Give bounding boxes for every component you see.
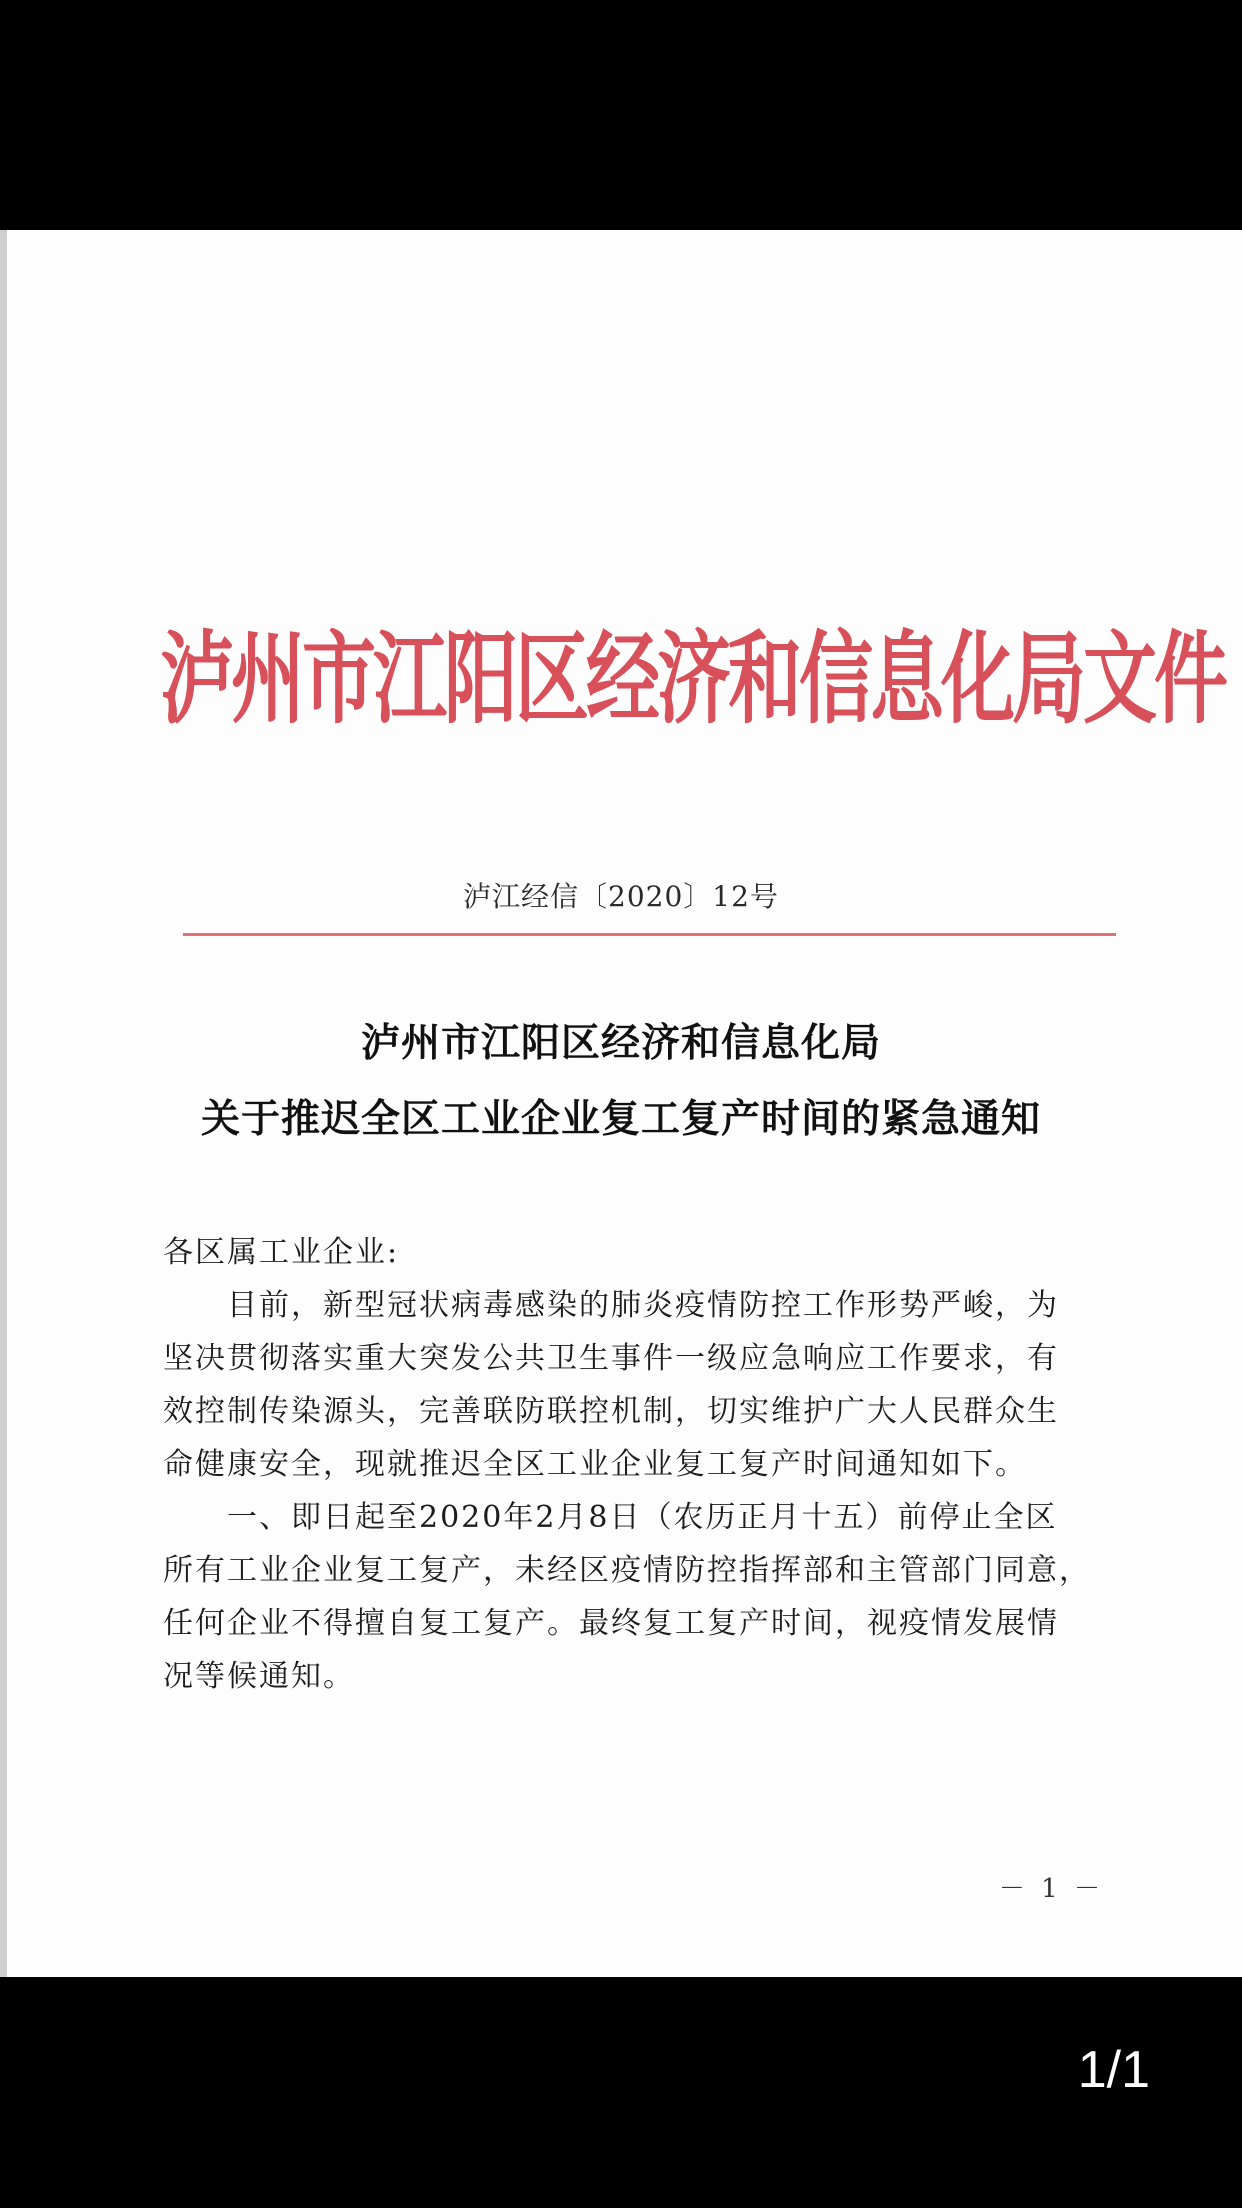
paragraph-2-line-3: 任何企业不得擅自复工复产。最终复工复产时间，视疫情发展情 xyxy=(163,1606,1059,1641)
red-header-title: 泸州市江阳区经济和信息化局文件 xyxy=(160,621,1225,738)
page-indicator: 1/1 xyxy=(1077,2041,1150,2099)
paragraph-1-line-1: 目前，新型冠状病毒感染的肺炎疫情防控工作形势严峻，为 xyxy=(163,1288,1059,1323)
document-title-line-1: 泸州市江阳区经济和信息化局 xyxy=(360,1020,881,1066)
paragraph-2-line-2: 所有工业企业复工复产，未经区疫情防控指挥部和主管部门同意， xyxy=(163,1553,1091,1588)
paragraph-2-line-1: 一、即日起至2020年2月8日（农历正月十五）前停止全区 xyxy=(163,1500,1058,1535)
viewer-bottom-bar xyxy=(0,1977,1242,2208)
viewer-top-bar xyxy=(0,0,1242,230)
paragraph-1-line-3: 效控制传染源头，完善联防联控机制，切实维护广大人民群众生 xyxy=(163,1394,1059,1429)
document-number: 泸江经信〔2020〕12号 xyxy=(463,880,779,913)
page-number: － 1 － xyxy=(998,1874,1104,1904)
red-divider-line xyxy=(183,933,1116,936)
document-title-line-2: 关于推迟全区工业企业复工复产时间的紧急通知 xyxy=(200,1096,1041,1142)
paragraph-1-line-4: 命健康安全，现就推迟全区工业企业复工复产时间通知如下。 xyxy=(163,1447,1027,1482)
document-page[interactable] xyxy=(0,230,1242,1977)
salutation: 各区属工业企业: xyxy=(163,1235,400,1270)
paragraph-2-line-4: 况等候通知。 xyxy=(163,1659,355,1694)
paragraph-1-line-2: 坚决贯彻落实重大突发公共卫生事件一级应急响应工作要求，有 xyxy=(163,1341,1059,1376)
